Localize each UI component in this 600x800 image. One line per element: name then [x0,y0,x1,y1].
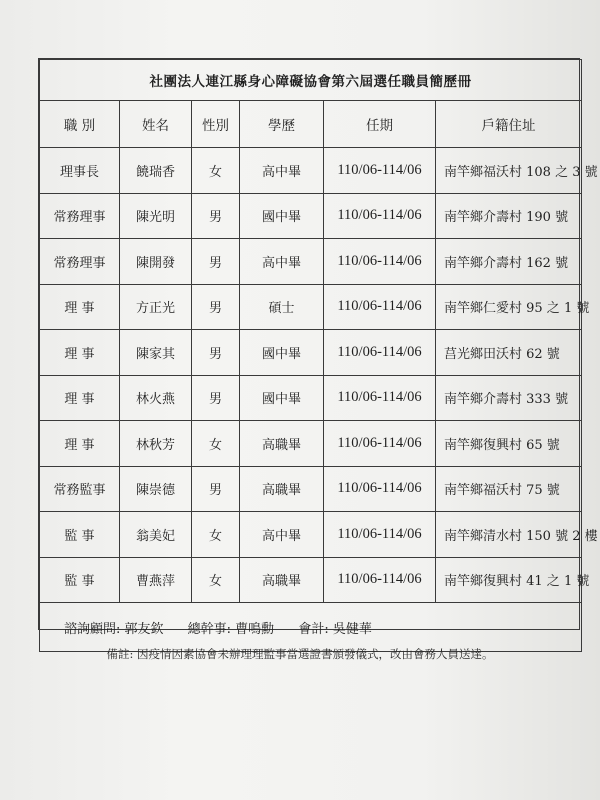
cell-term: 110/06-114/06 [324,557,436,603]
cell-term: 110/06-114/06 [324,239,436,285]
cell-gender: 男 [192,193,240,239]
cell-address: 南竿鄉介壽村 190 號 [436,193,582,239]
header-row [40,101,582,148]
cell-education: 國中畢 [240,330,324,376]
cell-position: 理 事 [40,330,120,376]
cell-term: 110/06-114/06 [324,421,436,467]
secretary-text: 總幹事: 曹鳴勳 [187,621,275,637]
cell-term: 110/06-114/06 [324,466,436,512]
cell-name: 林火燕 [120,375,192,421]
cell-position: 監 事 [40,512,120,558]
table-row [40,375,582,421]
table-row [40,330,582,376]
cell-address: 南竿鄉復興村 65 號 [436,421,582,467]
header-gender: 性別 [192,101,240,148]
header-position: 職 別 [40,101,120,148]
cell-term: 110/06-114/06 [324,148,436,194]
cell-position: 常務理事 [40,239,120,285]
title-row [40,60,582,101]
table-row [40,421,582,467]
cell-education: 高職畢 [240,421,324,467]
cell-address: 南竿鄉清水村 150 號 2 樓 [436,512,582,558]
cell-term: 110/06-114/06 [324,284,436,330]
cell-position: 常務理事 [40,193,120,239]
cell-position: 理 事 [40,284,120,330]
cell-name: 饒瑞香 [120,148,192,194]
cell-address: 南竿鄉復興村 41 之 1 號 [436,557,582,603]
cell-education: 高中畢 [240,148,324,194]
cell-gender: 女 [192,421,240,467]
table-body [40,148,598,603]
cell-gender: 男 [192,284,240,330]
cell-address: 南竿鄉仁愛村 95 之 1 號 [436,284,582,330]
cell-address: 南竿鄉介壽村 333 號 [436,375,582,421]
cell-education: 國中畢 [240,193,324,239]
accountant-text: 會計: 吳健華 [298,621,372,637]
cell-name: 曹燕萍 [120,557,192,603]
staff-footer [40,603,582,652]
cell-gender: 男 [192,239,240,285]
cell-address: 莒光鄉田沃村 62 號 [436,330,582,376]
cell-position: 理 事 [40,375,120,421]
cell-name: 方正光 [120,284,192,330]
cell-education: 高中畢 [240,239,324,285]
cell-education: 碩士 [240,284,324,330]
footer-row [40,603,582,652]
header-address: 戶籍住址 [436,101,582,148]
cell-gender: 男 [192,330,240,376]
table-row [40,239,582,285]
cell-position: 理事長 [40,148,120,194]
table-row [40,466,582,512]
cell-position: 監 事 [40,557,120,603]
cell-position: 理 事 [40,421,120,467]
table-row [40,557,582,603]
cell-term: 110/06-114/06 [324,375,436,421]
header-term: 任期 [324,101,436,148]
cell-term: 110/06-114/06 [324,512,436,558]
table-row [40,512,582,558]
roster-table [39,59,598,652]
cell-name: 林秋芳 [120,421,192,467]
cell-education: 高職畢 [240,557,324,603]
consultant-text: 諮詢顧問: 郭友欽 [64,621,164,637]
table-row [40,284,582,330]
cell-gender: 男 [192,375,240,421]
cell-address: 南竿鄉福沃村 75 號 [436,466,582,512]
cell-term: 110/06-114/06 [324,193,436,239]
cell-term: 110/06-114/06 [324,330,436,376]
header-education: 學歷 [240,101,324,148]
cell-education: 高職畢 [240,466,324,512]
roster-table-frame [38,58,598,637]
cell-education: 高中畢 [240,512,324,558]
table-row [40,148,582,194]
cell-address: 南竿鄉福沃村 108 之 3 號 [436,148,582,194]
cell-address: 南竿鄉介壽村 162 號 [436,239,582,285]
cell-name: 陳光明 [120,193,192,239]
cell-gender: 女 [192,512,240,558]
cell-gender: 女 [192,148,240,194]
document-title: 社團法人連江縣身心障礙協會第六屆選任職員簡歷冊 [40,60,582,101]
header-name: 姓名 [120,101,192,148]
footnote: 備註: 因疫情因素協會未辦理理監事當選證書頒發儀式，改由會務人員送達。 [106,647,494,661]
cell-position: 常務監事 [40,466,120,512]
table-row [40,193,582,239]
cell-name: 陳開發 [120,239,192,285]
cell-education: 國中畢 [240,375,324,421]
cell-name: 翁美妃 [120,512,192,558]
cell-gender: 男 [192,466,240,512]
cell-name: 陳家其 [120,330,192,376]
cell-name: 陳崇德 [120,466,192,512]
cell-gender: 女 [192,557,240,603]
